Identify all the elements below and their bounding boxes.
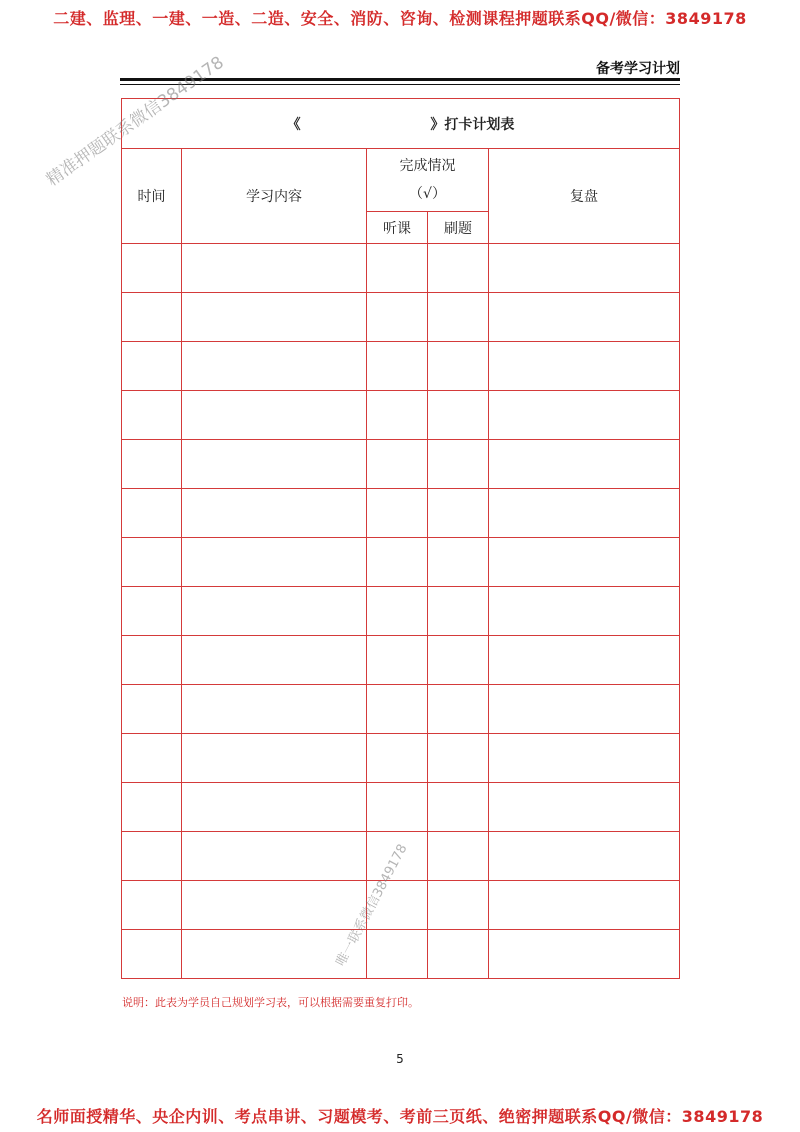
cell-practice [428, 930, 489, 979]
table-row [122, 293, 680, 342]
table-row [122, 881, 680, 930]
watermark-top: 精准押题联系微信3849178 [42, 52, 228, 191]
cell-review [489, 636, 680, 685]
cell-review [489, 391, 680, 440]
cell-time [122, 244, 182, 293]
table-row [122, 391, 680, 440]
cell-time [122, 636, 182, 685]
cell-practice [428, 391, 489, 440]
cell-content [182, 685, 367, 734]
cell-time [122, 342, 182, 391]
table-row [122, 489, 680, 538]
cell-content [182, 342, 367, 391]
cell-content [182, 391, 367, 440]
cell-practice [428, 881, 489, 930]
cell-listen [367, 489, 428, 538]
cell-practice [428, 636, 489, 685]
table-row [122, 587, 680, 636]
cell-review [489, 832, 680, 881]
header-listen: 听课 [367, 212, 428, 244]
cell-content [182, 244, 367, 293]
cell-practice [428, 538, 489, 587]
cell-time [122, 538, 182, 587]
cell-practice [428, 685, 489, 734]
cell-practice [428, 489, 489, 538]
cell-review [489, 783, 680, 832]
cell-practice [428, 342, 489, 391]
cell-content [182, 832, 367, 881]
header-completion-label: 完成情况 [399, 158, 456, 174]
cell-content [182, 489, 367, 538]
cell-review [489, 587, 680, 636]
cell-time [122, 783, 182, 832]
cell-listen [367, 734, 428, 783]
table-row [122, 685, 680, 734]
cell-review [489, 538, 680, 587]
table-row [122, 783, 680, 832]
header-completion-mark: （√） [409, 186, 446, 202]
cell-practice [428, 293, 489, 342]
table-row [122, 440, 680, 489]
header-title: 备考学习计划 [596, 61, 680, 77]
header-content: 学习内容 [182, 149, 367, 244]
cell-listen [367, 930, 428, 979]
cell-review [489, 440, 680, 489]
table-title [122, 99, 680, 149]
header-review: 复盘 [489, 149, 680, 244]
cell-listen [367, 783, 428, 832]
cell-time [122, 832, 182, 881]
cell-practice [428, 734, 489, 783]
cell-listen [367, 440, 428, 489]
cell-review [489, 244, 680, 293]
table-row [122, 636, 680, 685]
cell-content [182, 636, 367, 685]
cell-listen [367, 636, 428, 685]
cell-practice [428, 244, 489, 293]
cell-content [182, 538, 367, 587]
cell-practice [428, 440, 489, 489]
page-number: 5 [396, 1052, 404, 1066]
cell-review [489, 293, 680, 342]
table-row [122, 930, 680, 979]
cell-time [122, 293, 182, 342]
cell-content [182, 783, 367, 832]
cell-time [122, 440, 182, 489]
cell-listen [367, 538, 428, 587]
cell-practice [428, 587, 489, 636]
cell-content [182, 440, 367, 489]
header-practice: 刷题 [428, 212, 489, 244]
title-open-bracket: 《 [286, 116, 301, 133]
cell-listen [367, 293, 428, 342]
cell-listen [367, 342, 428, 391]
cell-review [489, 489, 680, 538]
bottom-banner: 名师面授精华、央企内训、考点串讲、习题模考、考前三页纸、绝密押题联系QQ/微信：3849178 [36, 1107, 764, 1126]
cell-content [182, 293, 367, 342]
cell-time [122, 489, 182, 538]
table-row [122, 538, 680, 587]
table-row [122, 342, 680, 391]
header-time: 时间 [122, 149, 182, 244]
cell-practice [428, 783, 489, 832]
cell-review [489, 734, 680, 783]
top-banner: 二建、监理、一建、一造、二造、安全、消防、咨询、检测课程押题联系QQ/微信：3849178 [53, 9, 747, 28]
cell-listen [367, 391, 428, 440]
cell-listen [367, 244, 428, 293]
cell-listen [367, 587, 428, 636]
cell-time [122, 930, 182, 979]
header-completion [367, 149, 489, 212]
title-close-text: 》打卡计划表 [430, 116, 515, 133]
cell-time [122, 391, 182, 440]
watermark-bottom: 唯一联系微信3849178 [333, 841, 411, 969]
cell-review [489, 685, 680, 734]
cell-practice [428, 832, 489, 881]
cell-listen [367, 685, 428, 734]
cell-time [122, 587, 182, 636]
cell-time [122, 881, 182, 930]
table-row [122, 244, 680, 293]
cell-time [122, 734, 182, 783]
cell-time [122, 685, 182, 734]
cell-content [182, 881, 367, 930]
cell-review [489, 930, 680, 979]
cell-review [489, 342, 680, 391]
table-note: 说明：此表为学员自己规划学习表，可以根据需要重复打印。 [122, 996, 419, 1009]
cell-content [182, 734, 367, 783]
cell-content [182, 587, 367, 636]
cell-review [489, 881, 680, 930]
table-row [122, 734, 680, 783]
